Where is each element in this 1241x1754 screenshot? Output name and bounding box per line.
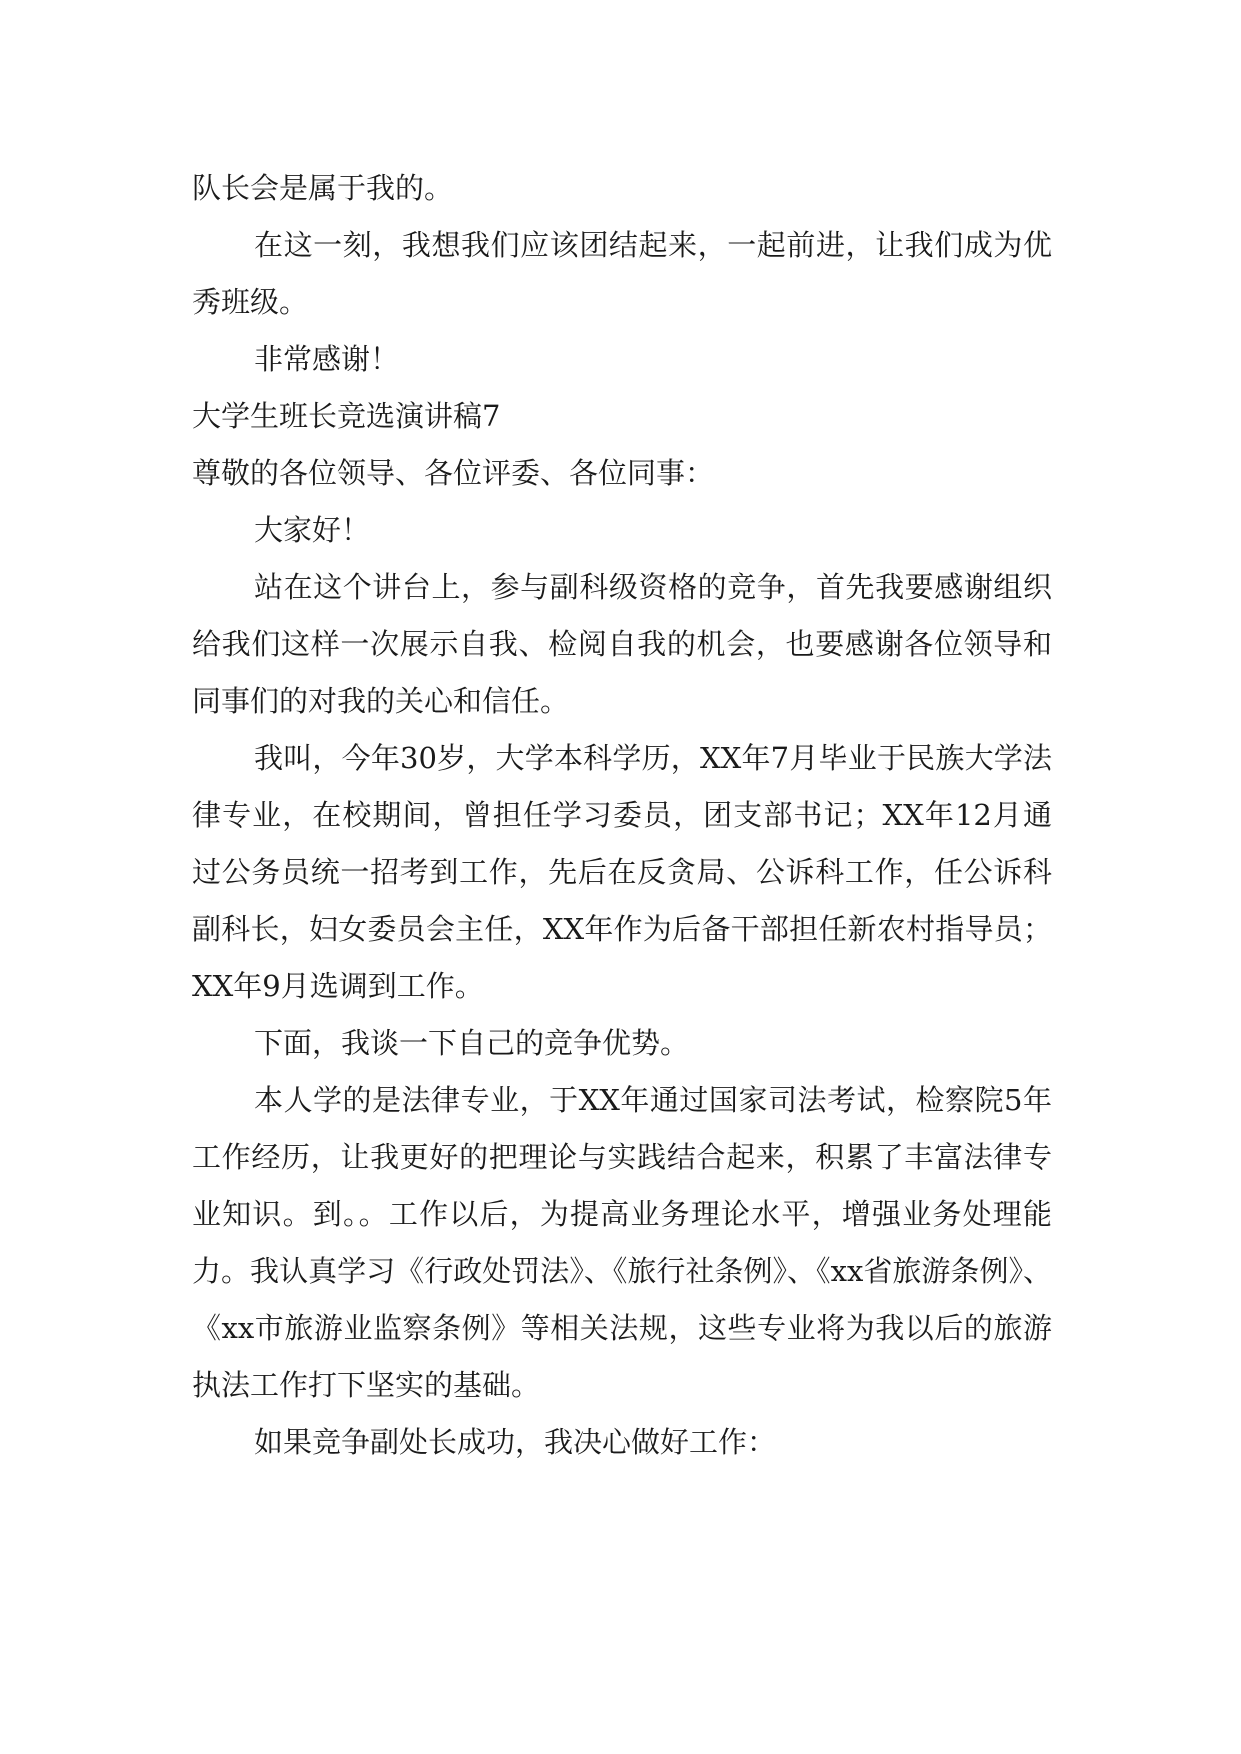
paragraph-thanks: 非常感谢！ (254, 342, 400, 376)
paragraph-advantages: 本人学的是法律专业，于XX年通过国家司法考试，检察院5年工作经历，让我更好的把理论与实践结合起来，积累了丰富法律专业知识。到。。工作以后，为提高业务理论水平，增强业务处理能力。我认真学习《行政处罚法》、《旅行社条例》、《xx省旅游条例》、《xx市旅游业监察条例》等相关法规，这些专业将为我以后的旅游执法工作打下坚实的基础。 (192, 1083, 1052, 1402)
section-title: 大学生班长竞选演讲稿7 (192, 399, 501, 433)
paragraph-greeting: 大家好！ (254, 513, 371, 547)
paragraph-opening: 站在这个讲台上，参与副科级资格的竞争，首先我要感谢组织给我们这样一次展示自我、检阅自我的机会，也要感谢各位领导和同事们的对我的关心和信任。 (192, 570, 1052, 718)
document-body (192, 160, 1052, 1471)
paragraph-continuation: 队长会是属于我的。 (192, 171, 454, 205)
salutation: 尊敬的各位领导、各位评委、各位同事： (192, 456, 715, 490)
paragraph-unity: 在这一刻，我想我们应该团结起来，一起前进，让我们成为优秀班级。 (192, 228, 1052, 319)
paragraph-resolution: 如果竞争副处长成功，我决心做好工作： (254, 1425, 777, 1459)
paragraph-introduction: 我叫，今年30岁，大学本科学历，XX年7月毕业于民族大学法律专业，在校期间，曾担任学习委员，团支部书记；XX年12月通过公务员统一招考到工作，先后在反贪局、公诉科工作，任公诉科副科长，妇女委员会主任，XX年作为后备干部担任新农村指导员；XX年9月选调到工作。 (192, 741, 1052, 1003)
paragraph-advantages-intro: 下面，我谈一下自己的竞争优势。 (254, 1026, 690, 1060)
